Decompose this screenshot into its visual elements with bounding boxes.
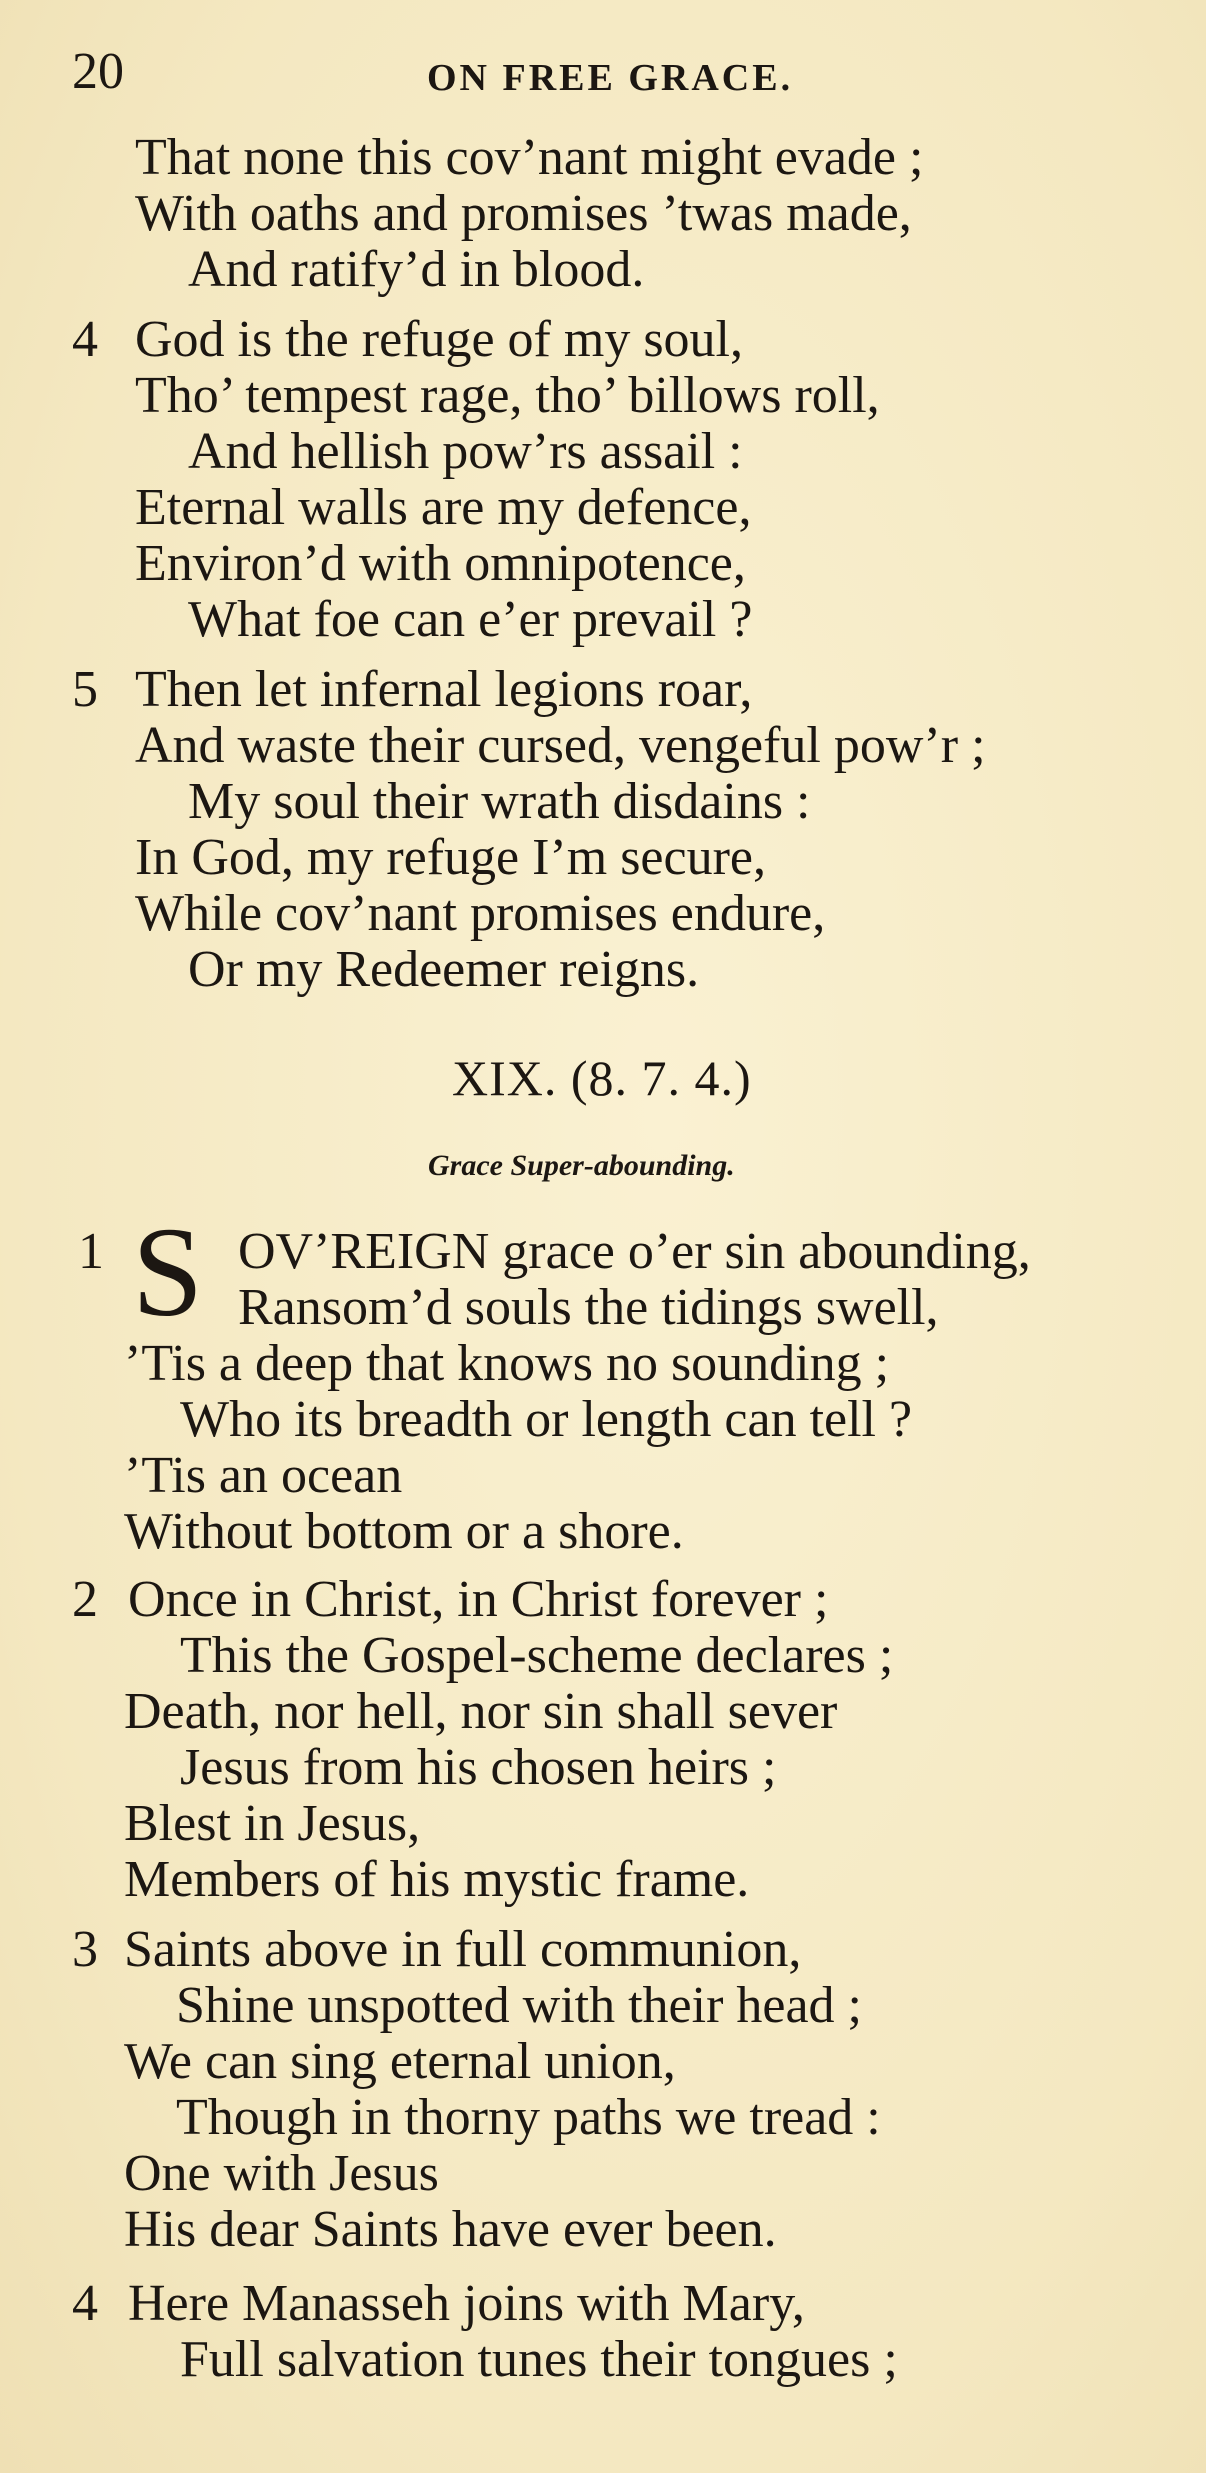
stanza-number: 2: [72, 1571, 98, 1628]
verse-line: While cov’nant promises endure,: [135, 885, 826, 942]
verse-line: Blest in Jesus,: [124, 1795, 421, 1852]
verse-line: Environ’d with omnipotence,: [135, 535, 746, 592]
verse-line: Ransom’d souls the tidings swell,: [238, 1279, 939, 1336]
page-header: [72, 42, 1132, 102]
stanza-number: 3: [72, 1921, 98, 1978]
page-number: 20: [72, 43, 124, 100]
running-title: ON FREE GRACE.: [427, 57, 794, 99]
verse-line: Death, nor hell, nor sin shall sever: [124, 1683, 838, 1740]
verse-line: His dear Saints have ever been.: [124, 2201, 777, 2258]
verse-line: Eternal walls are my defence,: [135, 479, 752, 536]
verse-line: And hellish pow’rs assail :: [188, 423, 743, 480]
verse-line: What foe can e’er prevail ?: [188, 591, 753, 648]
verse-line: This the Gospel-scheme declares ;: [180, 1627, 894, 1684]
verse-line: ’Tis an ocean: [124, 1447, 403, 1504]
verse-line: And waste their cursed, vengeful pow’r ;: [135, 717, 986, 774]
verse-line: Once in Christ, in Christ forever ;: [128, 1571, 829, 1628]
drop-cap: S: [132, 1201, 204, 1343]
stanza-number: 5: [72, 661, 98, 718]
verse-line: Or my Redeemer reigns.: [188, 941, 700, 998]
verse-line: Here Manasseh joins with Mary,: [128, 2275, 805, 2332]
verse-line: That none this cov’nant might evade ;: [135, 129, 924, 186]
hymn-subtitle: Grace Super-abounding.: [428, 1149, 735, 1182]
verse-line: Full salvation tunes their tongues ;: [180, 2331, 898, 2388]
verse-line: OV’REIGN grace o’er sin abounding,: [238, 1223, 1031, 1280]
stanza-number: 4: [72, 311, 98, 368]
verse-line: Members of his mystic frame.: [124, 1851, 750, 1908]
hymn-title: XIX. (8. 7. 4.): [452, 1050, 752, 1106]
verse-line: And ratify’d in blood.: [188, 241, 645, 298]
verse-line: Without bottom or a shore.: [124, 1503, 684, 1560]
verse-line: Who its breadth or length can tell ?: [180, 1391, 913, 1448]
verse-line: Jesus from his chosen heirs ;: [180, 1739, 777, 1796]
verse-line: We can sing eternal union,: [124, 2033, 676, 2090]
verse-line: Then let infernal legions roar,: [135, 661, 753, 718]
verse-line: One with Jesus: [124, 2145, 439, 2202]
verse-line: In God, my refuge I’m secure,: [135, 829, 766, 886]
stanza-number: 4: [72, 2275, 98, 2332]
verse-line: With oaths and promises ’twas made,: [135, 185, 912, 242]
verse-line: Saints above in full communion,: [124, 1921, 802, 1978]
verse-line: God is the refuge of my soul,: [135, 311, 744, 368]
verse-line: Shine unspotted with their head ;: [176, 1977, 863, 2034]
verse-line: Though in thorny paths we tread :: [176, 2089, 881, 2146]
verse-line: My soul their wrath disdains :: [188, 773, 811, 830]
stanza-number: 1: [78, 1223, 104, 1280]
verse-line: ’Tis a deep that knows no sounding ;: [124, 1335, 890, 1392]
verse-line: Tho’ tempest rage, tho’ billows roll,: [135, 367, 880, 424]
